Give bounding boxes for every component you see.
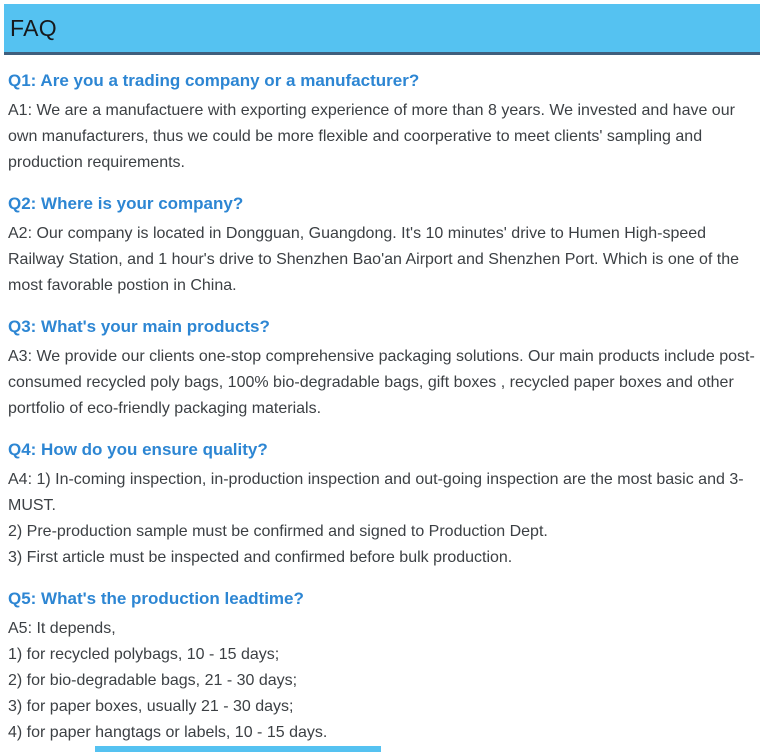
faq-question: Q5: What's the production leadtime?	[8, 589, 304, 608]
faq-answer-line: A2: Our company is located in Dongguan, Guangdong. It's 10 minutes' drive to Humen High-speed Railway Station, and 1 hour's drive to Shenzhen Bao'an Airport and Shenzhen Port. Which is one of the most favorable postion in China.	[8, 225, 739, 294]
faq-item-q3	[8, 317, 756, 422]
faq-section-header	[4, 4, 760, 55]
faq-question: Q1: Are you a trading company or a manufacturer?	[8, 71, 420, 90]
faq-answer	[8, 467, 756, 571]
page-title: FAQ	[10, 14, 57, 41]
next-section-header-partial	[95, 746, 381, 752]
faq-question: Q3: What's your main products?	[8, 317, 270, 336]
faq-answer-line: 1) for recycled polybags, 10 - 15 days;	[8, 646, 280, 663]
faq-answer-line: A5: It depends,	[8, 620, 116, 637]
faq-answer-line: A1: We are a manufactuere with exporting experience of more than 8 years. We invested and have our own manufacturers, thus we could be more flexible and coorperative to meet clients' sampling and production requirements.	[8, 102, 735, 171]
faq-answer	[8, 616, 756, 746]
faq-item-q4	[8, 440, 756, 571]
faq-answer-line: 4) for paper hangtags or labels, 10 - 15 days.	[8, 724, 328, 741]
faq-answer-line: 3) for paper boxes, usually 21 - 30 days;	[8, 698, 294, 715]
faq-answer-line: 2) Pre-production sample must be confirmed and signed to Production Dept.	[8, 523, 548, 540]
faq-answer-line: 2) for bio-degradable bags, 21 - 30 days;	[8, 672, 298, 689]
faq-answer	[8, 221, 756, 299]
faq-item-q5	[8, 589, 756, 746]
faq-answer	[8, 98, 756, 176]
faq-question: Q2: Where is your company?	[8, 194, 244, 213]
faq-answer	[8, 344, 756, 422]
faq-question: Q4: How do you ensure quality?	[8, 440, 268, 459]
faq-content	[0, 55, 765, 746]
faq-answer-line: A4: 1) In-coming inspection, in-production inspection and out-going inspection are the most basic and 3-MUST.	[8, 471, 744, 514]
faq-answer-line: 3) First article must be inspected and confirmed before bulk production.	[8, 549, 513, 566]
faq-answer-line: A3: We provide our clients one-stop comprehensive packaging solutions. Our main products include post-consumed recycled poly bags, 100% bio-degradable bags, gift boxes , recycled paper boxes and other portfolio of eco-friendly packaging materials.	[8, 348, 755, 417]
faq-item-q2	[8, 194, 756, 299]
faq-item-q1	[8, 71, 756, 176]
